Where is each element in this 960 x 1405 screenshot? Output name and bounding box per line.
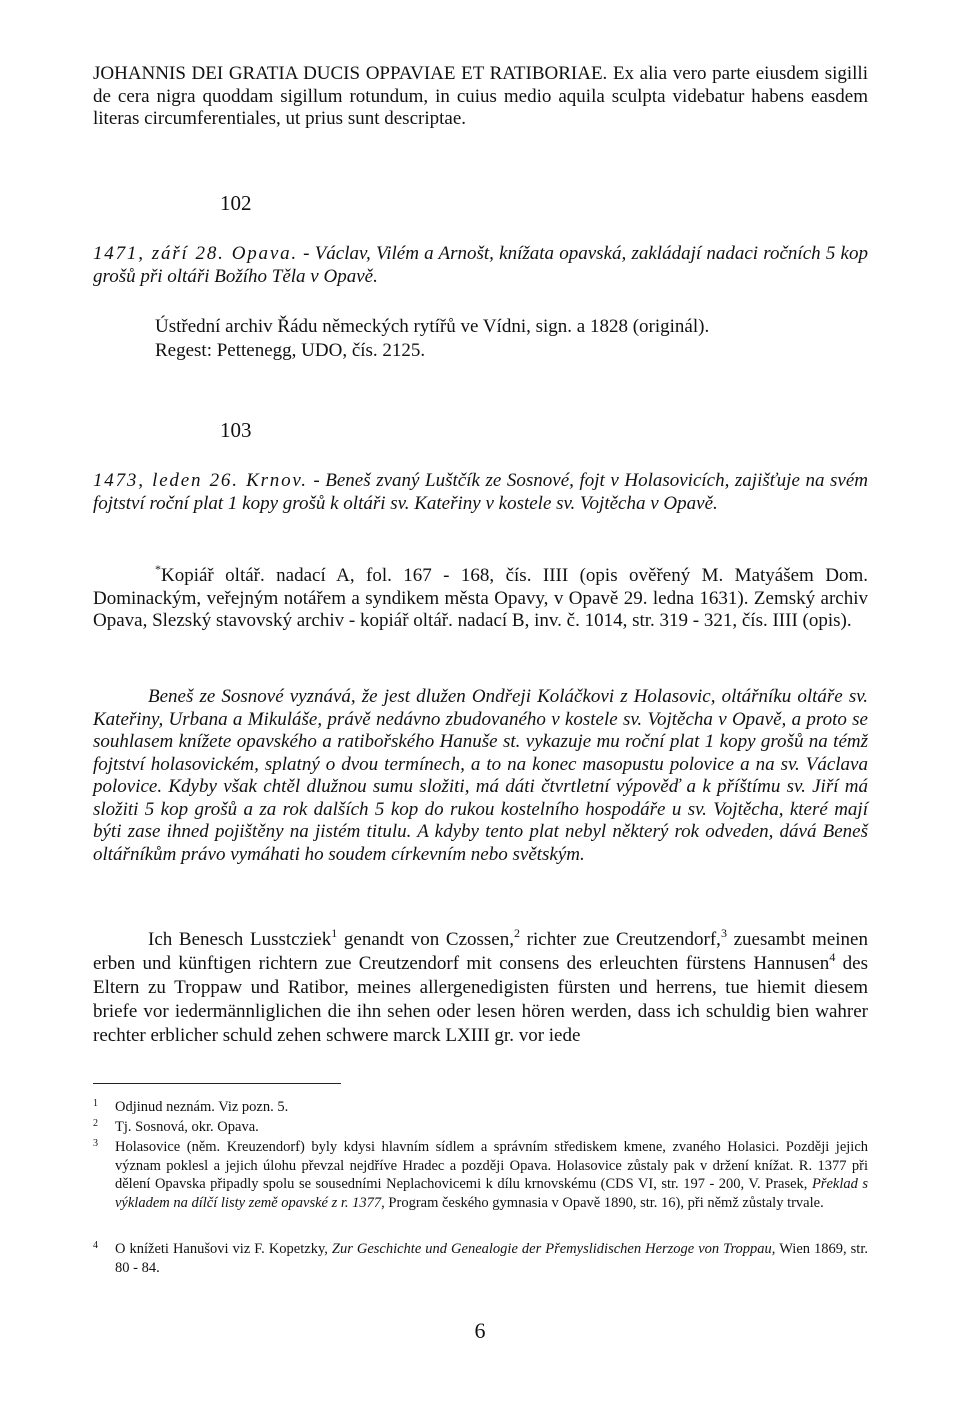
entry-regest: Regest: Pettenegg, UDO, čís. 2125. <box>155 340 426 361</box>
entry-number: 103 <box>220 418 252 442</box>
footnote <box>93 1138 868 1212</box>
footnote-title: Zur Geschichte und Genealogie der Přemyslidischen Herzoge von Troppau, <box>331 1241 776 1257</box>
text-segment: des Eltern zu Troppaw und Ratibor, meines allergenedigisten fürsten und herrens, tue hiemit diesem briefe vor iedermännliglichen die ihn sehen oder lesen hören werden, dass ich schuldig bien wahrer rechter erblicher schuld zehen schwere marck LXIII gr. vor iede <box>93 953 869 1046</box>
footnote-text: Tj. Sosnová, okr. Opava. <box>115 1119 259 1135</box>
entry-source-text: Kopiář oltář. nadací A, fol. 167 - 168, čís. IIII (opis ověřený M. Matyášem Dom. Dominackým, veřejným notářem a syndikem města Opavy, v Opavě 29. ledna 1631). Zemský archiv Opava, Slezský stavovský archiv - kopiář oltář. nadací B, inv. č. 1014, str. 319 - 321, čís. IIII (opis). <box>93 565 868 631</box>
entry-summary: - Václav, Vilém a Arnošt, knížata opavská, zakládají nadaci ročních 5 kop grošů při oltáři Božího Těla v Opavě. <box>93 243 868 287</box>
footnote-mark: 1 <box>93 1098 98 1109</box>
entry-number: 102 <box>220 191 252 215</box>
page-number: 6 <box>474 1318 486 1343</box>
footnote-ref[interactable]: 4 <box>829 950 836 964</box>
footnote-ref[interactable]: 2 <box>513 926 520 940</box>
footnote <box>93 1098 868 1117</box>
footnote-text-part: O knížeti Hanušovi viz F. Kopetzky, <box>115 1241 332 1257</box>
edited-text <box>93 928 868 1048</box>
footnote-text-part: Program českého gymnasia v Opavě 1890, str. 16), při němž zůstaly trvale. <box>384 1194 824 1211</box>
text-segment: zuesambt meinen erben und künftigen richtern zue Creutzendorf mit consens des erleuchten fürstens Hannusen <box>93 929 868 974</box>
intro-paragraph: JOHANNIS DEI GRATIA DUCIS OPPAVIAE ET RATIBORIAE. Ex alia vero parte eiusdem sigilli de cera nigra quoddam sigillum rotundum, in cuius medio aquila sculpta videbatur habens easdem literas circumferentiales, ut prius sunt descriptae. <box>93 63 868 129</box>
entry-source <box>93 562 868 633</box>
footnote-text <box>115 1138 868 1212</box>
entry-header <box>93 243 868 288</box>
source-mark: * <box>155 562 161 576</box>
footnote-ref[interactable]: 3 <box>720 926 727 940</box>
entry-summary: - Beneš zvaný Luštčík ze Sosnové, fojt v Holasovicích, zajišťuje na svém fojtství roční plat 1 kopy grošů k oltáři sv. Kateřiny v kostele sv. Vojtěcha v Opavě. <box>93 470 868 514</box>
footnote-title: Překlad s výkladem na dílčí listy země opavské z r. 1377, <box>115 1176 869 1211</box>
footnote-ref[interactable]: 1 <box>331 926 338 940</box>
text-segment: richter zue Creutzendorf, <box>519 929 721 950</box>
footnote-mark: 2 <box>93 1118 98 1129</box>
footnote-mark: 3 <box>93 1138 98 1149</box>
footnote-divider <box>93 1083 341 1084</box>
entry-date: 1473, leden 26. Krnov. <box>93 470 308 491</box>
footnote <box>93 1118 868 1137</box>
footnote-text-part: Wien 1869, str. 80 - 84. <box>115 1241 868 1276</box>
footnote-text <box>115 1240 868 1277</box>
entry-abstract: Beneš ze Sosnové vyznává, že jest dlužen Ondřeji Koláčkovi z Holasovic, oltářníku oltáře sv. Kateřiny, Urbana a Mikuláše, právě nedávno zbudovaného v kostele sv. Vojtěcha v Opavě, a proto se souhlasem knížete opavského a ratibořského Hanuše st. vykazuje mu roční plat 1 kopy grošů na témž fojtství holasovickém, splatný o dvou termínech, a to na konec masopustu polovice a na sv. Václava polovice. Kdyby však chtěl dlužnou sumu složiti, má dáti čtvrtletní výpověď a k příštímu sv. Jiří má složiti 5 kop grošů a za rok dalších 5 kop do rukou kostelního hospodáře u sv. Vojtěcha, které mají býti zase ihned pojištěny na jistém titulu. A kdyby tento plat nebyl některý rok odveden, dává Beneš oltářníkům právo vymáhati ho soudem církevním nebo světským. <box>93 686 868 865</box>
footnote-text: Odjinud neznám. Viz pozn. 5. <box>115 1099 289 1115</box>
footnote-mark: 4 <box>93 1240 98 1251</box>
text-segment: genandt von Czossen, <box>337 929 514 950</box>
footnote <box>93 1240 868 1277</box>
entry-date: 1471, září 28. Opava. <box>93 243 298 264</box>
text-segment: Ich Benesch Lusstcziek <box>148 929 332 950</box>
footnote-text-part: Holasovice (něm. Kreuzendorf) byly kdysi hlavním sídlem a správním střediskem kmene, zvaného Holasici. Později jejich význam poklesl a jejich úlohu převzal nejdříve Hradec a později Opava. Holasovice zůstaly pak v držení knížat. R. 1377 při dělení Opavska připadly spolu se sousedními Neplachovicemi k dílu krnovskému (CDS VI, str. 197 - 200, V. Prasek, <box>115 1139 868 1192</box>
entry-header <box>93 470 868 515</box>
entry-source: Ústřední archiv Řádu německých rytířů ve Vídni, sign. a 1828 (originál). <box>155 316 710 337</box>
